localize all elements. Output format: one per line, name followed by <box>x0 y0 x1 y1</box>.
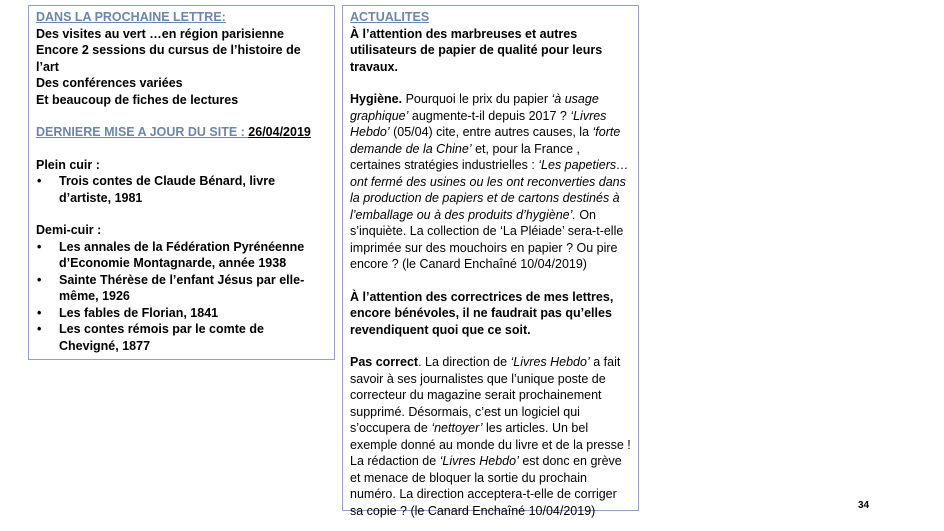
italic-run: ‘Les papetiers…ont fermé des usines ou les ont reconverties dans la production de papiers et de cartons destinés à l’emballage ou à des produits d’hygiène’. <box>350 158 629 222</box>
list-item: • Les annales de la Fédération Pyrénéenne d’Economie Montagnarde, année 1938 <box>36 239 327 272</box>
italic-run: ‘Livres Hebdo’ <box>510 355 590 369</box>
site-update <box>36 124 327 141</box>
next-letter-line: Des conférences variées <box>36 76 183 90</box>
plein-cuir-list <box>36 173 327 206</box>
text-run: a fait savoir à ses journalistes que l’unique poste de correcteur du magazine serait prochainement supprimé. Désormais, c’est un logiciel qui s’occupera de <box>350 355 621 435</box>
italic-run: ‘forte demande de la Chine’ <box>350 125 621 156</box>
text-run: . La direction de <box>418 355 511 369</box>
list-item: • Sainte Thérèse de l’enfant Jésus par elle-même, 1926 <box>36 272 327 305</box>
pas-correct-label: Pas correct <box>350 355 419 369</box>
text-run: (05/04) cite, entre autres causes, la <box>389 125 593 139</box>
site-update-label: DERNIERE MISE A JOUR DU SITE : <box>36 125 249 139</box>
text-run: et, pour la France , certaines stratégies industrielles : <box>350 141 581 172</box>
pas-correct-paragraph <box>350 354 631 519</box>
site-update-date: 26/04/2019 <box>248 125 311 139</box>
text-run: On s’inquiète. La collection de ‘La Pléiade’ sera-t-elle imprimée sur des mouchoirs en papier ? Ou pire encore ? (le Canard Enchaîné 10/04/2019) <box>350 207 624 271</box>
text-run: Pourquoi le prix du papier <box>402 92 552 106</box>
hygiene-label: Hygiène. <box>350 92 403 106</box>
next-letter-panel <box>28 5 335 360</box>
next-letter-line: Et beaucoup de fiches de lectures <box>36 92 239 107</box>
italic-run: ‘nettoyer’ <box>431 421 483 435</box>
next-letter-heading: DANS LA PROCHAINE LETTRE: <box>36 10 226 24</box>
news-heading: ACTUALITES <box>350 10 430 24</box>
plein-cuir-label: Plein cuir : <box>36 157 100 172</box>
text-run: les articles. Un bel exemple donné au monde du livre et de la presse ! La rédaction de <box>350 421 631 468</box>
news-panel <box>342 5 639 518</box>
news-intro: À l’attention des marbreuses et autres utilisateurs de papier de qualité pour leurs travaux. <box>350 26 603 74</box>
italic-run: ‘Livres Hebdo’ <box>350 108 607 139</box>
next-letter-line: Des visites au vert …en région parisienne <box>36 26 285 41</box>
text-run: est donc en grève et menace de bloquer la sortie du prochain numéro. La direction acceptera-t-elle de corriger sa copie ? (le Canard Enchaîné 10/04/2019) <box>350 454 622 518</box>
hygiene-paragraph <box>350 91 631 273</box>
demi-cuir-label: Demi-cuir : <box>36 223 102 237</box>
next-letter-line: Encore 2 sessions du cursus de l’histoire de l’art <box>36 43 301 74</box>
italic-run: ‘à usage graphique’ <box>350 92 599 123</box>
list-item: • Les contes rémois par le comte de Chevigné, 1877 <box>36 321 327 354</box>
page-number: 34 <box>858 500 870 511</box>
list-item: • Les fables de Florian, 1841 <box>36 305 327 322</box>
list-item: • Trois contes de Claude Bénard, livre d’artiste, 1981 <box>36 173 327 206</box>
text-run: augmente-t-il depuis 2017 ? <box>408 108 571 123</box>
demi-cuir-list <box>36 239 327 355</box>
correctrices-note: À l’attention des correctrices de mes lettres, encore bénévoles, il ne faudrait pas qu’elles revendiquent quoi que ce soit. <box>350 289 614 337</box>
italic-run: ‘Livres Hebdo’ <box>439 454 519 468</box>
